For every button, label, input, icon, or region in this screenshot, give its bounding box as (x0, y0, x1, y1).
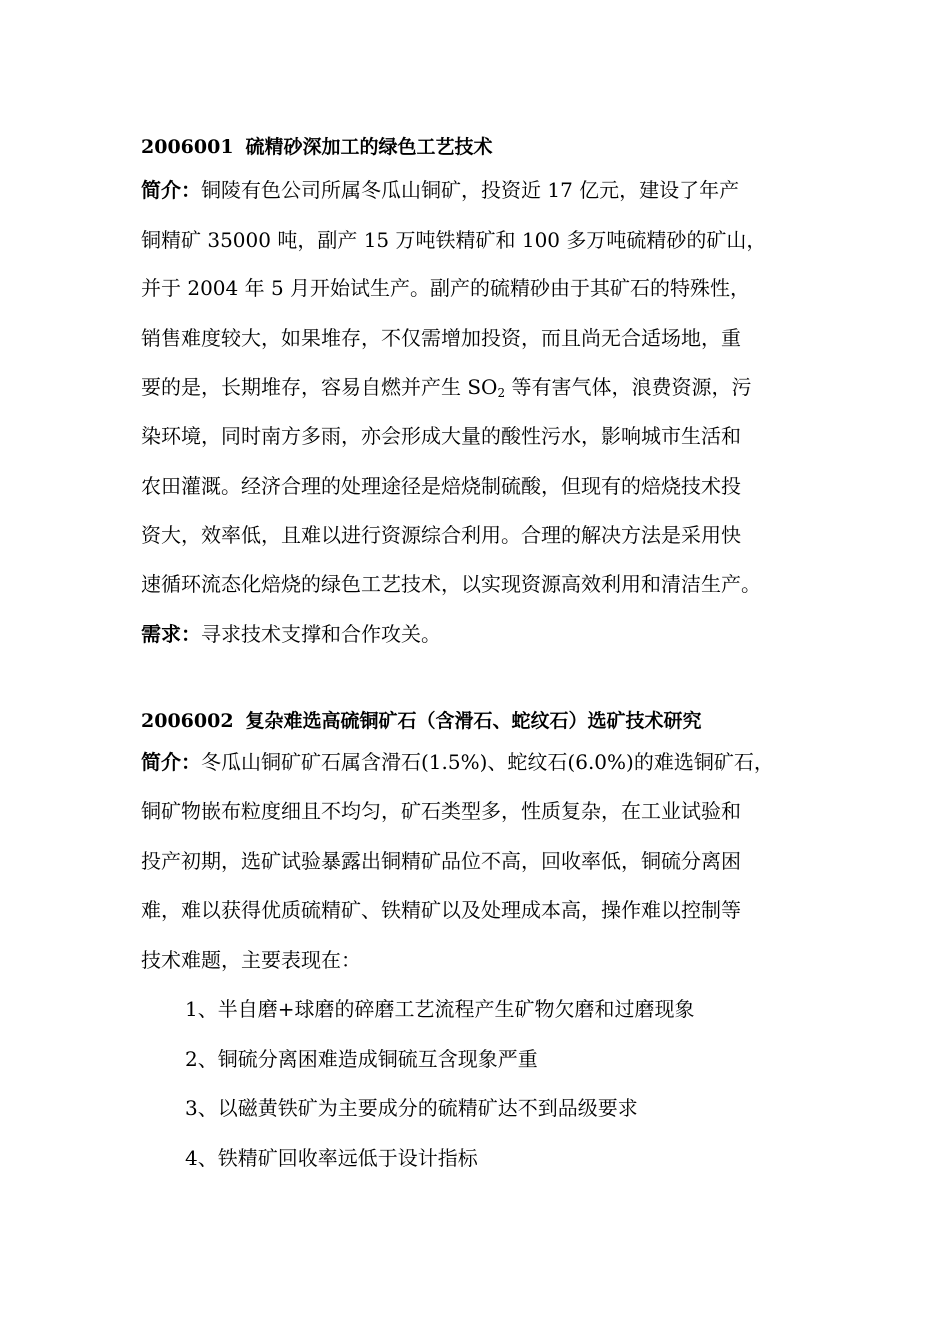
section-1-paragraph-line: 销售难度较大，如果堆存，不仅需增加投资，而且尚无合适场地，重 (141, 326, 741, 350)
section-2-paragraph-line: 铜矿物嵌布粒度细且不均匀，矿石类型多，性质复杂，在工业试验和 (141, 799, 741, 823)
section-2-paragraph-line: 难，难以获得优质硫精矿、铁精矿以及处理成本高，操作难以控制等 (141, 898, 741, 922)
section-1-demand-label: 需求： (141, 622, 201, 646)
section-1-demand-text: 寻求技术支撑和合作攻关。 (201, 622, 441, 646)
problem-list-item: 3、以磁黄铁矿为主要成分的硫精矿达不到品级要求 (185, 1096, 638, 1120)
section-1-intro-first: 铜陵有色公司所属冬瓜山铜矿，投资近 17 亿元，建设了年产 (201, 178, 740, 202)
problem-list-item: 4、铁精矿回收率远低于设计指标 (185, 1146, 478, 1170)
section-1-paragraph-line: 速循环流态化焙烧的绿色工艺技术，以实现资源高效利用和清洁生产。 (141, 572, 761, 596)
section-1-paragraph-line-so2 (141, 373, 751, 401)
section-1-paragraph-line: 并于 2004 年 5 月开始试生产。副产的硫精砂由于其矿石的特殊性， (141, 276, 751, 300)
so2-line-before: 要的是，长期堆存，容易自燃并产生 SO (141, 375, 498, 399)
so2-subscript: 2 (497, 386, 506, 400)
so2-line-after: 等有害气体，浪费资源，污 (505, 375, 752, 399)
problem-list-item: 1、半自磨+球磨的碎磨工艺流程产生矿物欠磨和过磨现象 (185, 997, 695, 1021)
section-1-intro-label: 简介： (141, 178, 201, 202)
problem-list-item: 2、铜硫分离困难造成铜硫互含现象严重 (185, 1047, 538, 1071)
section-1-paragraph-line: 铜精矿 35000 吨，副产 15 万吨铁精矿和 100 多万吨硫精砂的矿山， (141, 228, 767, 252)
section-2-code: 2006002 (141, 710, 234, 732)
section-1-code: 2006001 (141, 136, 234, 158)
section-2-heading (141, 708, 702, 734)
section-1-paragraph-line: 染环境，同时南方多雨，亦会形成大量的酸性污水，影响城市生活和 (141, 424, 741, 448)
section-1-paragraph-line: 资大，效率低，且难以进行资源综合利用。合理的解决方法是采用快 (141, 523, 741, 547)
section-2-intro-line (141, 748, 774, 776)
section-2-intro-first: 冬瓜山铜矿矿石属含滑石(1.5%)、蛇纹石(6.0%)的难选铜矿石， (201, 750, 774, 774)
section-1-title: 硫精砂深加工的绿色工艺技术 (245, 136, 493, 158)
section-1-intro-line (141, 176, 739, 204)
section-2-intro-label: 简介： (141, 750, 201, 774)
section-1-paragraph-line: 农田灌溉。经济合理的处理途径是焙烧制硫酸，但现有的焙烧技术投 (141, 474, 741, 498)
section-2-paragraph-line: 技术难题，主要表现在： (141, 948, 361, 972)
section-1-heading (141, 134, 493, 160)
section-1-demand-line (141, 620, 441, 648)
section-2-title: 复杂难选高硫铜矿石（含滑石、蛇纹石）选矿技术研究 (245, 710, 702, 732)
section-2-paragraph-line: 投产初期，选矿试验暴露出铜精矿品位不高，回收率低，铜硫分离困 (141, 849, 741, 873)
